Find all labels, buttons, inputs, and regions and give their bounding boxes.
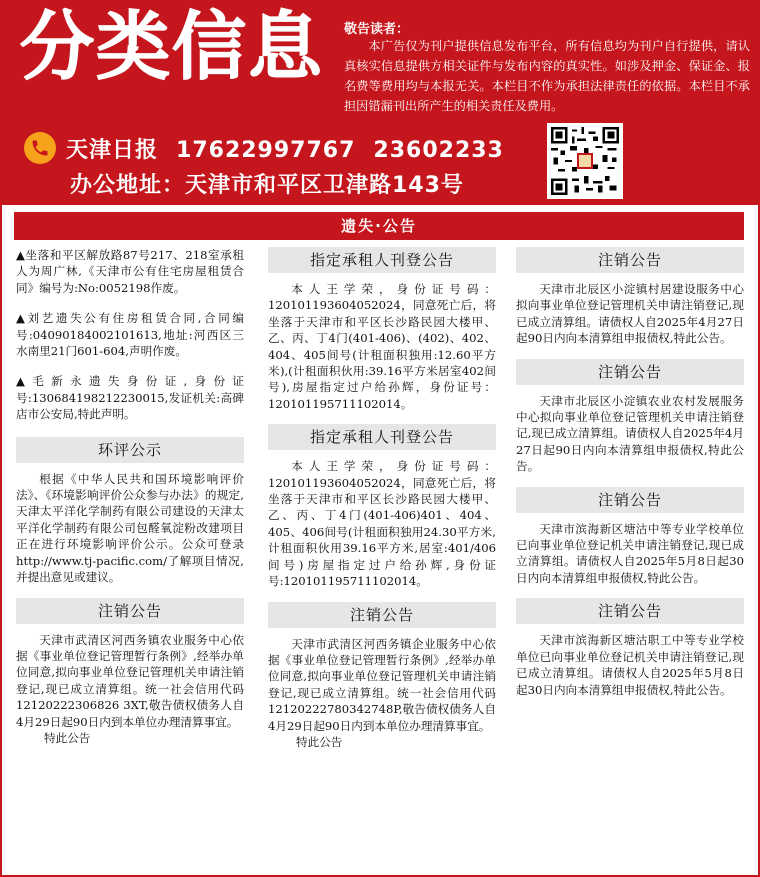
cancel-notice-sign: 特此公告 [296, 734, 343, 749]
lost-item: ▲坐落和平区解放路87号217、218室承租人为周广林,《天津市公有住宅房屋租赁合同》编号为:No:0052198作废。 [16, 248, 244, 295]
cancel-notice-text: 天津市北辰区小淀镇农业农村发展服务中心拟向事业单位登记管理机关申请注销登记,现已成立清算组。请债权人自2025年4月27日起90日内向本清算组申报债权,特此公告。 [516, 393, 744, 474]
cancel-notice-title: 注销公告 [516, 359, 744, 385]
cancel-notice-text: 天津市武清区河西务镇企业服务中心依据《事业单位登记管理暂行条例》,经举办单位同意,拟向事业单位登记管理机关申请注销登记,现已成立清算组。统一社会信用代码12120222780342748P,敬告债权债务人自4月29日起90日内到本单位办理清算事宜。 [268, 636, 496, 733]
phone-numbers [66, 133, 522, 164]
cancel-notice-title: 注销公告 [516, 247, 744, 273]
lost-item: ▲刘艺遗失公有住房租赁合同,合同编号:04090184002101613,地址:河西区三水南里21门601-604,声明作废。 [16, 311, 244, 359]
column-3 [516, 247, 744, 698]
cancel-notice-title: 注销公告 [16, 598, 244, 624]
page-title: 分类信息 [20, 4, 324, 90]
office-address: 办公地址：天津市和平区卫津路143号 [70, 173, 464, 198]
column-1 [16, 247, 244, 746]
cancel-notice-text: 天津市滨海新区塘沽职工中等专业学校单位已向事业单位登记机关申请注销登记,现已成立清算组。请债权人自2025年5月8日起30日内向本清算组申报债权,特此公告。 [516, 633, 744, 697]
column-2 [268, 247, 496, 750]
contact-phone-row [24, 130, 522, 166]
env-notice-title: 环评公示 [16, 437, 244, 463]
lost-item: ▲毛新永遗失身份证,身份证号:130684198212230015,发证机关:高碑店市公安局,特此声明。 [16, 374, 244, 422]
notice-heading: 敬告读者： [344, 22, 410, 37]
cancel-notice-title: 注销公告 [268, 602, 496, 628]
section-title: 遗失·公告 [14, 212, 744, 240]
cancel-notice-title: 注销公告 [516, 487, 744, 513]
phone-1: 17622997767 [176, 137, 356, 163]
env-notice-text: 根据《中华人民共和国环境影响评价法》、《环境影响评价公众参与办法》的规定,天津太平洋化学制药有限公司建设的天津太平洋化学制药有限公司包醛氧淀粉改建项目正在进行环境影响评价公示。公众可登录http://www.tj-pacific.com/了解项目情况,并提出意见或建议。 [16, 471, 244, 585]
notice-text: 本广告仅为刊户提供信息发布平台，所有信息均为刊户自行提供，请认真核实信息提供方相关证件与发布内容的真实性。如涉及押金、保证金、报名费等费用均与本报无关。本栏目不作为承担法律责任的依据。本栏目不承担因错漏刊出所产生的相关责任及费用。 [344, 39, 750, 113]
tenant-notice-text: 本人王学荣，身份证号码：120101193604052024，同意死亡后，将坐落于天津市和平区长沙路民园大楼甲、乙、丙、丁4门(401-406)401、404、405、406间号(计租面积独用24.30平方米,计租面积伙用39.16平方米,居室:401/406间号)房屋指定过户给孙辉,身份证号:120101195711102014。 [268, 459, 496, 589]
cancel-notice-text: 天津市北辰区小淀镇村居建设服务中心拟向事业单位登记管理机关申请注销登记,现已成立清算组。请债权人自2025年4月27日起90日内向本清算组申报债权,特此公告。 [516, 282, 744, 346]
cancel-notice-title: 注销公告 [516, 598, 744, 624]
header-banner [2, 2, 758, 205]
cancel-notice-text: 天津市武清区河西务镇农业服务中心依据《事业单位登记管理暂行条例》,经举办单位同意,拟向事业单位登记管理机关申请注销登记,现已成立清算组。统一社会信用代码12120222306826 3XT,敬告债权债务人自4月29日起90日内到本单位办理清算事宜。 [16, 632, 244, 729]
paper-name: 天津日报 [66, 137, 159, 163]
tenant-notice-title: 指定承租人刊登公告 [268, 247, 496, 273]
cancel-notice-text: 天津市滨海新区塘沽中等专业学校单位已向事业单位登记机关申请注销登记,现已成立清算组。请债权人自2025年5月8日起30日内向本清算组申报债权,特此公告。 [516, 521, 744, 585]
tenant-notice-title: 指定承租人刊登公告 [268, 424, 496, 450]
phone-2: 23602233 [373, 137, 504, 163]
tenant-notice-text: 本人王学荣，身份证号码：120101193604052024，同意死亡后，将坐落于天津市和平区长沙路民园大楼甲、乙、丙、丁4门(401-406)、(402)、402、404、405间号(计租面积独用:12.60平方米),(计租面积伙用:39.16平方米居室402间号),房屋指定过户给孙辉，身份证号：120101195711102014。 [268, 282, 496, 411]
cancel-notice-sign: 特此公告 [44, 730, 91, 745]
phone-icon [24, 132, 56, 164]
qr-code-icon [547, 123, 623, 199]
